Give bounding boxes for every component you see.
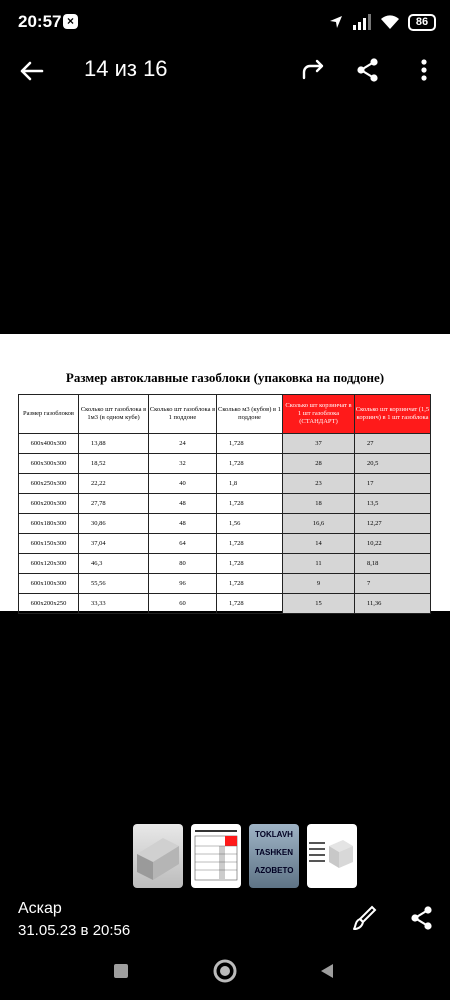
table-row (19, 434, 431, 454)
table-row (19, 574, 431, 594)
thumbnail-1[interactable] (133, 824, 183, 888)
edit-brush-icon[interactable] (350, 904, 378, 932)
table-cell: 96 (149, 574, 217, 594)
table-cell: 15 (283, 594, 355, 614)
table-cell: 600x120x300 (19, 554, 79, 574)
table-cell: 37 (283, 434, 355, 454)
table-cell: 60 (149, 594, 217, 614)
table-cell: 600x100x300 (19, 574, 79, 594)
table-cell: 18 (283, 494, 355, 514)
table-cell: 600x200x250 (19, 594, 79, 614)
status-icons (328, 12, 436, 32)
size-table (18, 394, 431, 614)
signal-icon (352, 14, 372, 30)
table-cell: 14 (283, 534, 355, 554)
table-cell: 7 (355, 574, 431, 594)
table-cell: 8,18 (355, 554, 431, 574)
table-cell: 1,728 (217, 434, 283, 454)
table-body (19, 434, 431, 614)
table-cell: 22,22 (79, 474, 149, 494)
table-cell: 1,728 (217, 554, 283, 574)
thumbnail-3-current[interactable] (249, 824, 299, 888)
table-cell: 11 (283, 554, 355, 574)
table-cell: 37,04 (79, 534, 149, 554)
table-cell: 80 (149, 554, 217, 574)
table-cell: 24 (149, 434, 217, 454)
header-cell: Сколько м3 (кубов) в 1 поддоне (217, 395, 283, 434)
table-cell: 1,728 (217, 534, 283, 554)
table-cell: 48 (149, 494, 217, 514)
header-cell: Сколько шт корзинчат в 1 шт газоблока (СТАНДАРТ) (283, 395, 355, 434)
status-time: 20:57 (18, 12, 62, 31)
thumb-text: TASHKEN (254, 848, 294, 857)
table-cell: 600x400x300 (19, 434, 79, 454)
header-cell: Размер газоблоков (19, 395, 79, 434)
table-row (19, 554, 431, 574)
table-header-row (19, 395, 431, 434)
table-row (19, 494, 431, 514)
table-cell: 18,52 (79, 454, 149, 474)
table-cell: 27,78 (79, 494, 149, 514)
table-cell: 600x300x300 (19, 454, 79, 474)
table-cell: 28 (283, 454, 355, 474)
back-nav-icon[interactable] (318, 962, 336, 980)
notification-x-icon: × (63, 14, 78, 29)
thumb-text: AZOBETO (254, 866, 294, 875)
system-nav-bar (0, 950, 450, 1000)
table-cell: 23 (283, 474, 355, 494)
photo-date: 31.05.23 в 20:56 (18, 922, 131, 939)
photo-title: Размер автоклавные газоблоки (упаковка на поддоне) (65, 370, 385, 385)
wifi-icon (380, 14, 400, 30)
home-icon[interactable] (212, 958, 238, 984)
table-row (19, 594, 431, 614)
table-cell: 1,728 (217, 594, 283, 614)
table-cell: 48 (149, 514, 217, 534)
table-row (19, 474, 431, 494)
table-cell: 32 (149, 454, 217, 474)
thumbnail-2[interactable] (191, 824, 241, 888)
table-cell: 11,36 (355, 594, 431, 614)
table-cell: 16,6 (283, 514, 355, 534)
header-cell: Сколько шт газоблока в 1м3 (в одном кубе) (79, 395, 149, 434)
forward-icon[interactable] (300, 56, 328, 84)
table-row (19, 514, 431, 534)
battery-indicator: 86 (408, 14, 436, 31)
photo-viewer[interactable] (0, 334, 450, 611)
table-cell: 64 (149, 534, 217, 554)
author-name: Аскар (18, 900, 62, 917)
recents-icon[interactable] (112, 962, 130, 980)
table-cell: 30,86 (79, 514, 149, 534)
share-bottom-icon[interactable] (408, 904, 436, 932)
header-cell: Сколько шт корзинчат (1,5 корзинч) в 1 шт газоблока (355, 395, 431, 434)
table-cell: 20,5 (355, 454, 431, 474)
table-cell: 9 (283, 574, 355, 594)
header-cell: Сколько шт газоблока в 1 поддоне (149, 395, 217, 434)
table-cell: 27 (355, 434, 431, 454)
table-cell: 40 (149, 474, 217, 494)
status-bar (0, 0, 450, 44)
table-cell: 1,728 (217, 494, 283, 514)
table-cell: 13,5 (355, 494, 431, 514)
table-cell: 17 (355, 474, 431, 494)
table-cell: 55,56 (79, 574, 149, 594)
back-arrow-icon[interactable] (16, 56, 46, 86)
table-cell: 33,33 (79, 594, 149, 614)
table-cell: 600x180x300 (19, 514, 79, 534)
share-icon[interactable] (354, 56, 382, 84)
table-cell: 600x200x300 (19, 494, 79, 514)
more-vert-icon[interactable] (410, 56, 438, 84)
image-counter: 14 из 16 (84, 56, 168, 81)
table-row (19, 534, 431, 554)
table-cell: 1,8 (217, 474, 283, 494)
table-cell: 46,3 (79, 554, 149, 574)
table-cell: 1,728 (217, 574, 283, 594)
table-cell: 12,27 (355, 514, 431, 534)
table-cell: 10,22 (355, 534, 431, 554)
viewer-toolbar (0, 44, 450, 96)
location-icon (328, 14, 344, 30)
table-row (19, 454, 431, 474)
thumbnail-strip (133, 824, 357, 888)
thumb-text: TOKLAVH (255, 830, 293, 839)
table-cell: 600x150x300 (19, 534, 79, 554)
thumbnail-4[interactable] (307, 824, 357, 888)
table-cell: 1,728 (217, 454, 283, 474)
table-cell: 600x250x300 (19, 474, 79, 494)
table-cell: 13,88 (79, 434, 149, 454)
table-cell: 1,56 (217, 514, 283, 534)
